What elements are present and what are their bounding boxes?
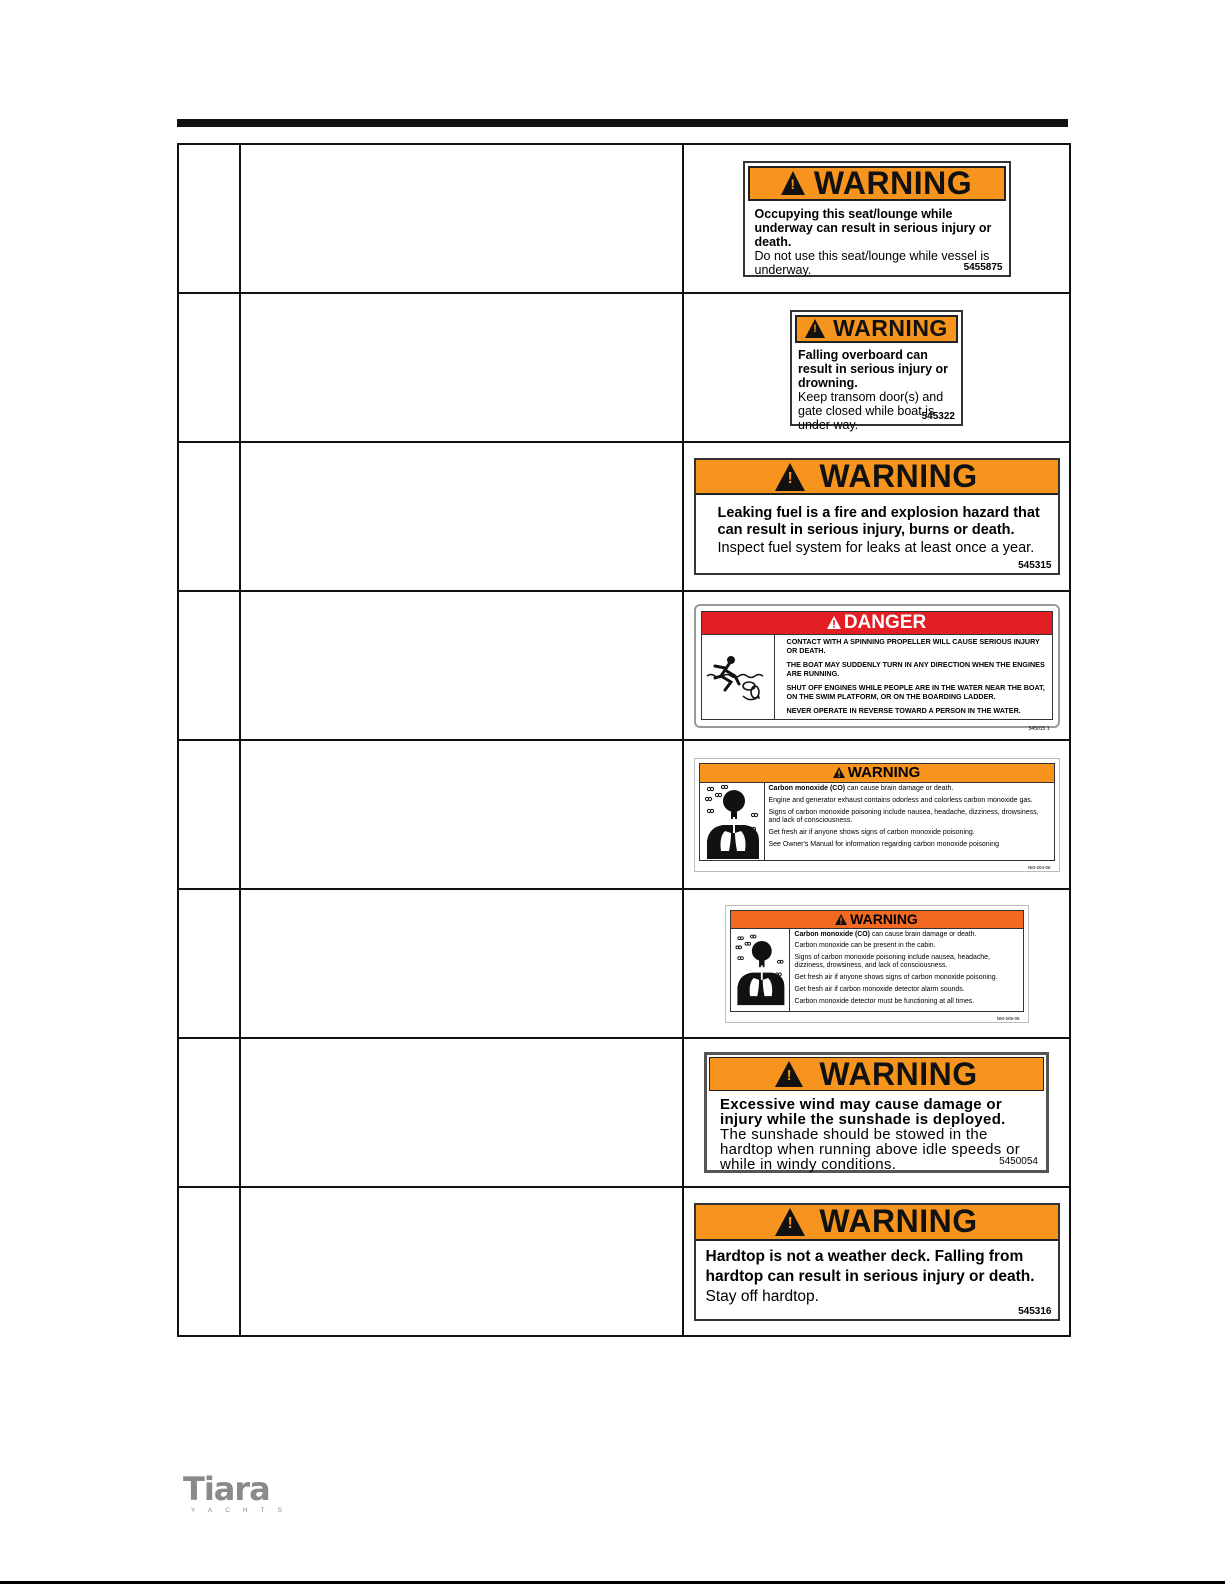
part-number: 545322	[921, 410, 955, 422]
bottom-rule	[0, 1581, 1225, 1584]
logo-subtitle: YACHTS	[191, 1507, 295, 1514]
decal-bold-text: Occupying this seat/lounge while underway can result in serious injury or death.	[754, 206, 992, 249]
warning-decal-seat-lounge	[743, 161, 1011, 277]
header-text: WARNING	[819, 1055, 978, 1092]
part-number: 545315	[1018, 560, 1052, 571]
danger-header	[701, 611, 1053, 635]
danger-triangle-icon	[827, 616, 841, 629]
co-line: Signs of carbon monoxide poisoning include nausea, headache, dizziness, drowsiness, and lack of consciousness.	[768, 808, 1039, 824]
header-text: WARNING	[819, 1203, 978, 1239]
co-lead-bold: Carbon monoxide (CO)	[768, 784, 846, 792]
warning-header	[730, 910, 1024, 929]
description-cell	[240, 293, 683, 442]
table-row	[178, 1187, 1070, 1336]
warning-decal-sunshade	[704, 1052, 1049, 1173]
description-cell	[240, 1187, 683, 1336]
header-text: WARNING	[850, 911, 918, 927]
warning-header	[699, 763, 1055, 783]
table-row	[178, 889, 1070, 1038]
co-line: Get fresh air if anyone shows signs of carbon monoxide poisoning.	[794, 974, 998, 982]
co-line: Get fresh air if anyone shows signs of carbon monoxide poisoning.	[768, 828, 975, 836]
co-person-pictogram	[700, 782, 765, 860]
label-image-cell	[683, 591, 1070, 740]
table-row	[178, 1038, 1070, 1187]
decal-normal-text: The sunshade should be stowed in the hardtop when running above idle speeds or while in windy conditions.	[720, 1126, 1021, 1173]
part-number: 545015 1	[1028, 725, 1050, 732]
item-cell	[178, 293, 240, 442]
label-image-cell	[683, 442, 1070, 591]
label-image-cell	[683, 144, 1070, 293]
swimmer-propeller-pictogram	[702, 634, 775, 719]
warning-triangle-icon: !	[775, 463, 805, 491]
danger-line: CONTACT WITH A SPINNING PROPELLER WILL CAUSE SERIOUS INJURY OR DEATH.	[786, 636, 1040, 655]
decal-normal-text: Do not use this seat/lounge while vessel is underway.	[754, 248, 990, 277]
top-rule	[177, 119, 1068, 127]
description-cell	[240, 442, 683, 591]
co-line: Carbon monoxide can be present in the cabin.	[794, 942, 936, 950]
warning-triangle-icon	[833, 767, 845, 778]
danger-line: NEVER OPERATE IN REVERSE TOWARD A PERSON IN THE WATER.	[786, 705, 1021, 715]
co-lead-rest: can cause brain damage or death.	[869, 930, 977, 938]
part-number: 545316	[1018, 1305, 1052, 1317]
part-number: NM-205-06	[996, 1015, 1020, 1021]
co-lead-rest: can cause brain damage or death.	[845, 784, 954, 792]
logo-wordmark: Tiara	[183, 1470, 270, 1508]
label-image-cell	[683, 740, 1070, 889]
warning-decal-fuel	[694, 458, 1060, 575]
item-cell	[178, 144, 240, 293]
table-row	[178, 144, 1070, 293]
item-cell	[178, 1187, 240, 1336]
item-cell	[178, 740, 240, 889]
header-text: WARNING	[847, 764, 921, 781]
danger-line: THE BOAT MAY SUDDENLY TURN IN ANY DIRECTION WHEN THE ENGINES ARE RUNNING.	[786, 659, 1045, 678]
table-row	[178, 740, 1070, 889]
item-cell	[178, 442, 240, 591]
warning-decal-co-cabin	[725, 905, 1029, 1023]
part-number: 5455875	[963, 261, 1003, 273]
co-line: See Owner's Manual for information regarding carbon monoxide poisoning	[768, 840, 1000, 848]
warning-header	[709, 1057, 1044, 1091]
decal-normal-text: Stay off hardtop.	[705, 1287, 819, 1305]
label-image-cell	[683, 1187, 1070, 1336]
decal-bold-text: Leaking fuel is a fire and explosion hazard that can result in serious injury, burns or death.	[717, 505, 1040, 539]
safety-labels-table	[177, 143, 1071, 1337]
warning-triangle-icon: !	[781, 171, 805, 195]
tiara-yachts-logo	[183, 1470, 295, 1515]
co-lead-line	[795, 931, 1020, 939]
decal-normal-text: Keep transom door(s) and gate closed while boat is under way.	[798, 389, 944, 432]
co-line: Signs of carbon monoxide poisoning include nausea, headache, dizziness, drowsiness, and lack of consciousness.	[794, 954, 990, 970]
decal-normal-text: Inspect fuel system for leaks at least once a year.	[717, 539, 1035, 556]
warning-triangle-icon: !	[805, 319, 825, 338]
part-number: 5450054	[999, 1156, 1038, 1167]
warning-header	[696, 460, 1058, 495]
header-text: DANGER	[843, 611, 927, 633]
table-row	[178, 442, 1070, 591]
label-image-cell	[683, 889, 1070, 1038]
description-cell	[240, 1038, 683, 1187]
table-row	[178, 591, 1070, 740]
co-line: Get fresh air if carbon monoxide detector alarm sounds.	[794, 986, 965, 994]
warning-header	[696, 1205, 1058, 1241]
warning-decal-overboard	[790, 310, 963, 432]
label-image-cell	[683, 1038, 1070, 1187]
co-lead-bold: Carbon monoxide (CO)	[794, 930, 870, 938]
warning-triangle-icon	[835, 914, 847, 925]
warning-header	[795, 315, 958, 343]
co-line: Carbon monoxide detector must be functioning at all times.	[794, 998, 975, 1006]
co-line: Engine and generator exhaust contains odorless and colorless carbon monoxide gas.	[768, 796, 1033, 804]
item-cell	[178, 591, 240, 740]
header-text: WARNING	[833, 315, 948, 341]
co-lead-line	[769, 785, 1051, 793]
warning-decal-hardtop	[694, 1203, 1060, 1321]
warning-triangle-icon: !	[775, 1061, 803, 1087]
label-image-cell	[683, 293, 1070, 442]
description-cell	[240, 740, 683, 889]
header-text: WARNING	[819, 458, 978, 494]
header-text: WARNING	[813, 164, 973, 201]
item-cell	[178, 1038, 240, 1187]
decal-bold-text: Hardtop is not a weather deck. Falling from hardtop can result in serious injury or death.	[705, 1247, 1035, 1285]
danger-line: SHUT OFF ENGINES WHILE PEOPLE ARE IN THE WATER NEAR THE BOAT, ON THE SWIM PLATFORM, OR ON THE BOARDING LADDER.	[786, 682, 1045, 701]
warning-decal-co-exhaust	[694, 758, 1060, 872]
decal-bold-text: Falling overboard can result in serious injury or drowning.	[798, 347, 949, 390]
danger-decal-propeller	[694, 604, 1060, 732]
item-cell	[178, 889, 240, 1038]
table-row	[178, 293, 1070, 442]
warning-header	[748, 166, 1006, 201]
warning-triangle-icon: !	[775, 1208, 805, 1236]
part-number: NM-204-06	[1027, 864, 1051, 870]
description-cell	[240, 144, 683, 293]
co-person-pictogram	[731, 928, 790, 1011]
description-cell	[240, 889, 683, 1038]
decal-bold-text: Excessive wind may cause damage or injury while the sunshade is deployed.	[720, 1096, 1006, 1128]
description-cell	[240, 591, 683, 740]
